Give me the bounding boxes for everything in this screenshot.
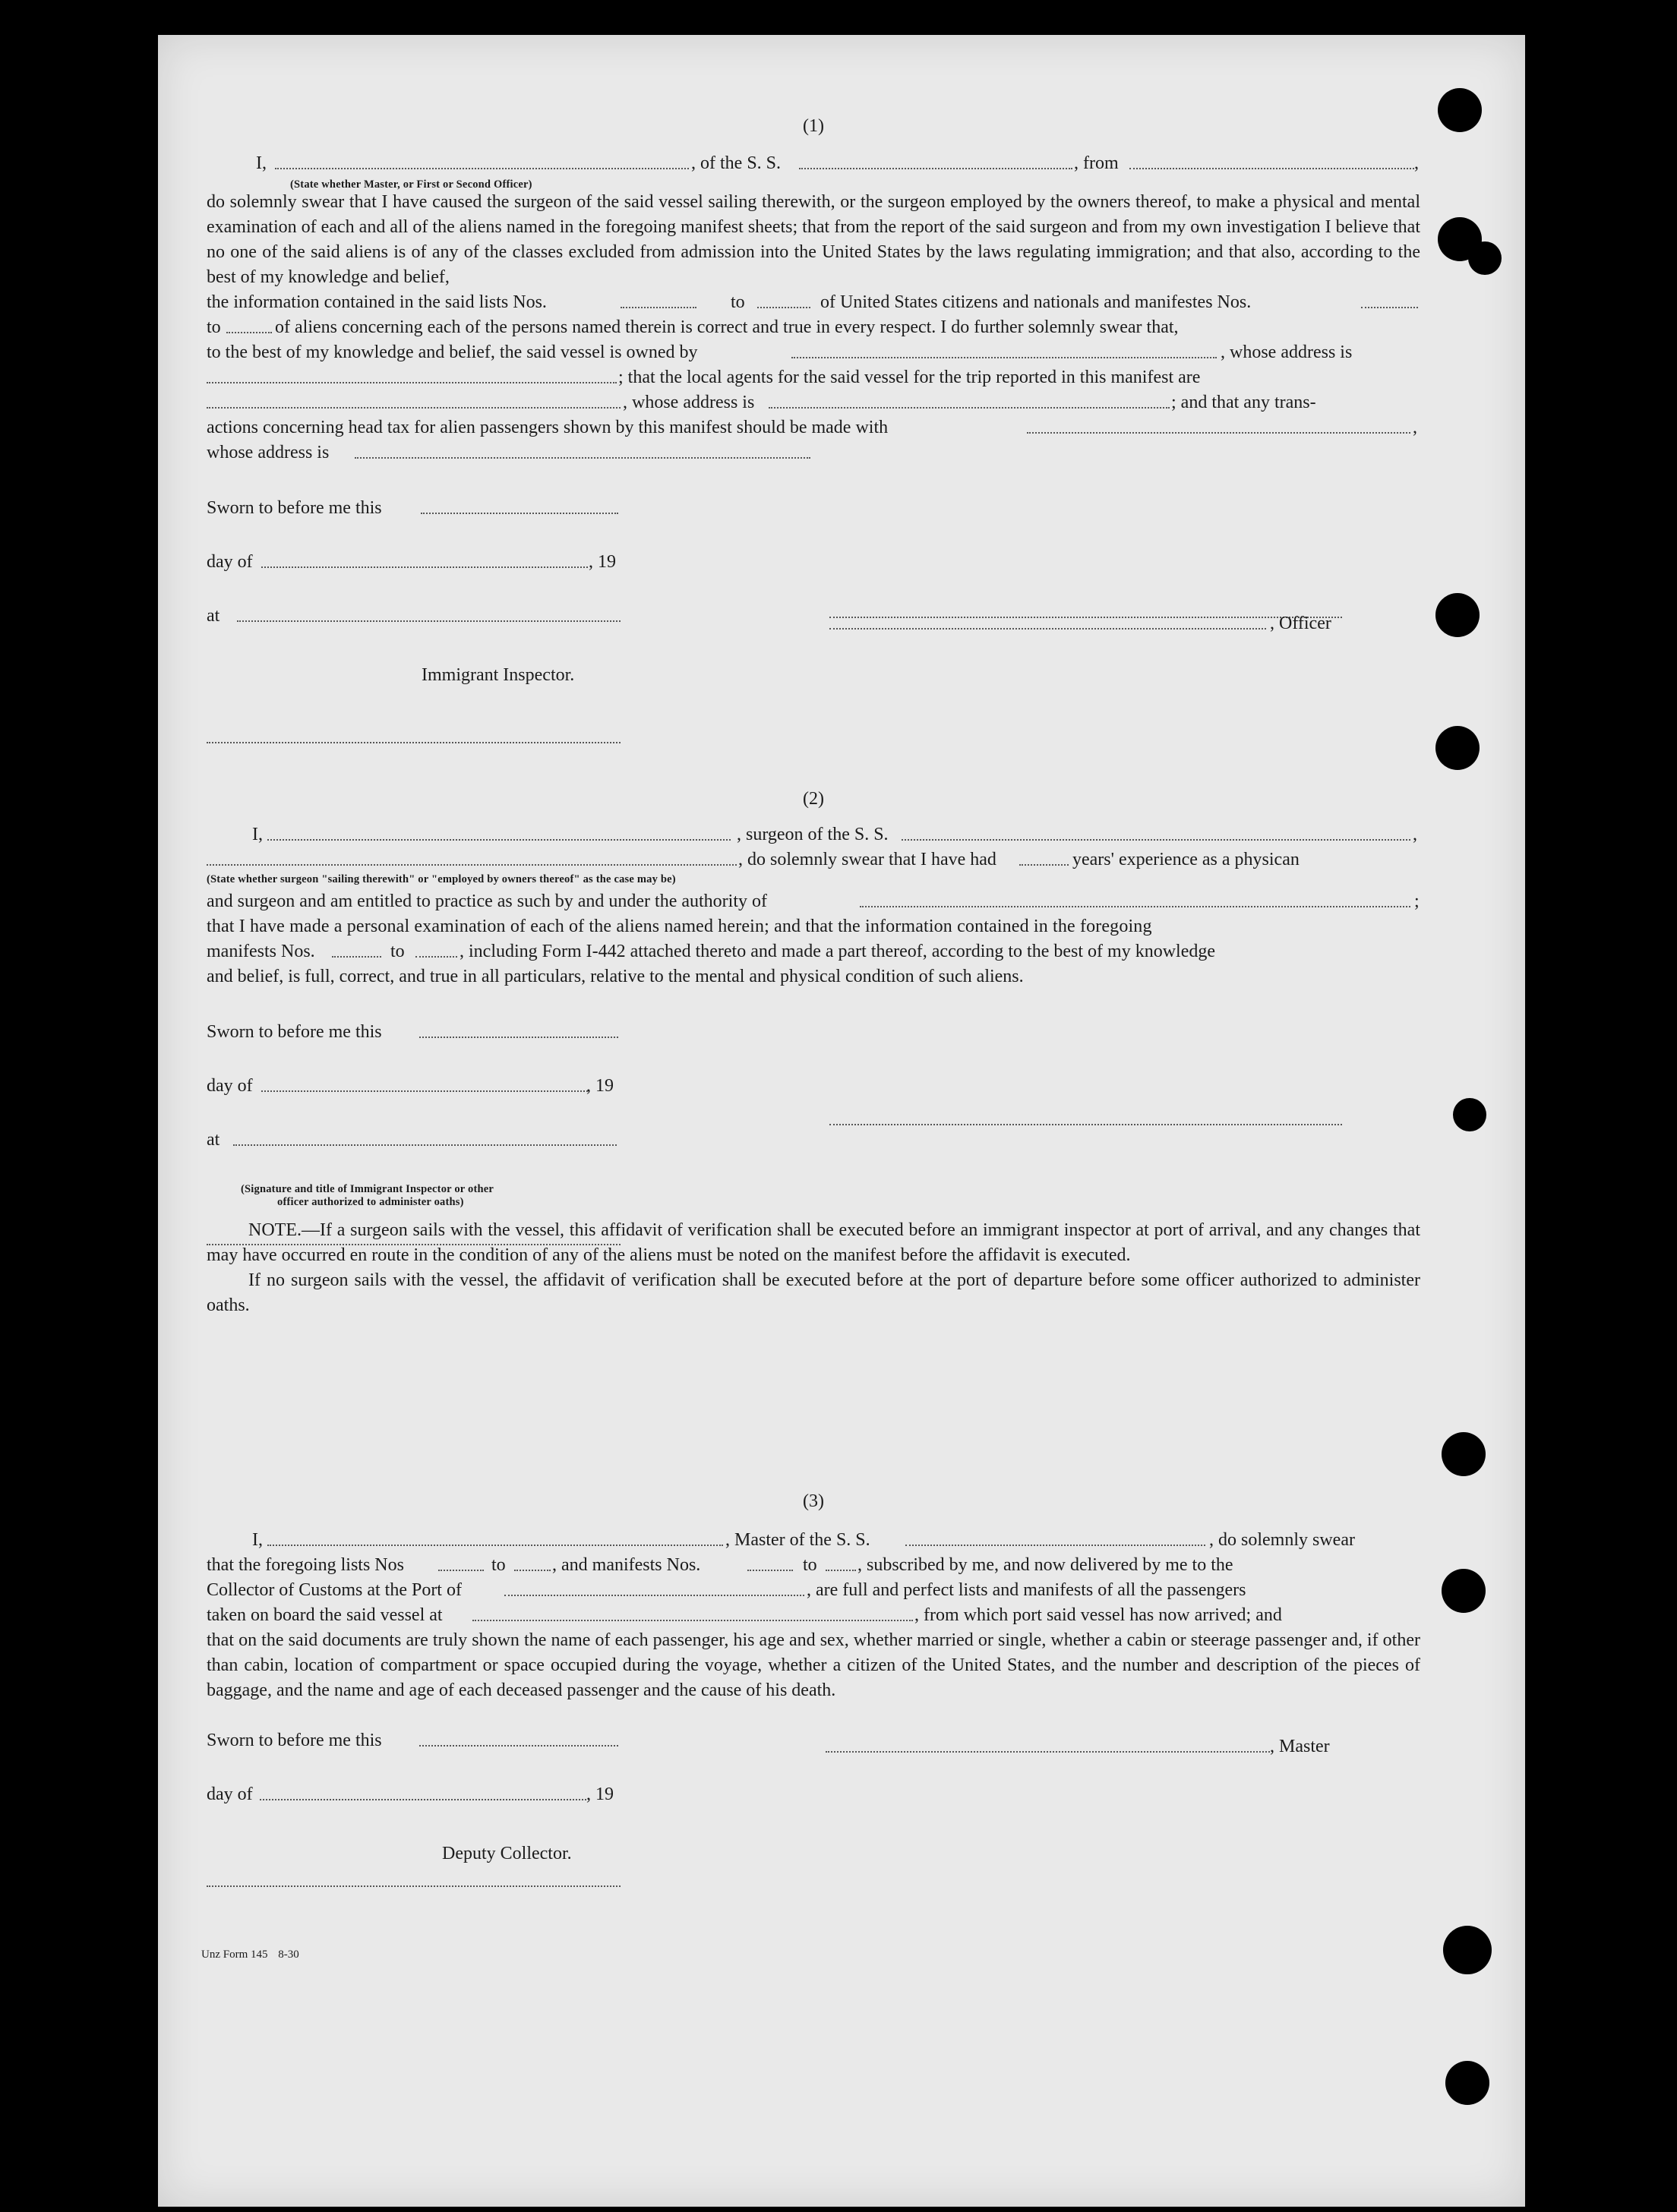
inspector-signature-line[interactable] [207,1242,621,1245]
note-paragraph: If no surgeon sails with the vessel, the affidavit of verification shall be executed before at the port of departure before some officer authorized to administer oaths. [207,1270,1420,1315]
master-signature-line[interactable] [826,1734,1270,1753]
head-tax-contact-field[interactable] [1027,415,1410,434]
section-2: (2) I, , surgeon of the S. S. , , do solemnly swear that I have had years' experience as a physican (State whether surgeon "sailing therewith" or "employed by owners thereof" as the case may be) and surgeon and am entitled to practice as such by and under the authority of ; that I have made a personal examination of each of the aliens named herein; and that the information contained in the foregoing manifests Nos. to , including Form I-442 attached thereto and made a part thereof, according to the best of my knowledge and belief, is full, correct, and true in all particulars, relative to the mental and physical condition of such aliens. Sworn to before me this day of , 19 at (Signature and title of Immigrant Inspector or other officer authorized to administer oaths) NOTE.—If a surgeon sails with the vessel, this affidavit of verification shall be executed before an immigrant inspector at port of arrival, and any changes that may have occurred en route in the condition of any of the aliens must be noted on the manifest before the affidavit is executed. If no surgeon sails with the vessel, the affidavit of verification shall be executed before at the port of departure before some officer authorized to administer oaths. [207,787,1420,1318]
day-of-field[interactable] [261,1074,588,1092]
officer-name-field[interactable] [275,151,689,169]
master-vessel-field[interactable] [905,1528,1205,1546]
form-code: 8-30 [278,1949,299,1961]
punch-hole [1443,1926,1492,1974]
form-footer [201,1949,299,1961]
years-experience-field[interactable] [1019,847,1069,866]
field-note: (State whether surgeon "sailing therewith" or "employed by owners thereof" as the case may be) [207,873,676,885]
agents-address-field[interactable] [769,390,1170,409]
collector-signature-line[interactable] [207,1884,621,1887]
agents-field[interactable] [207,390,621,409]
section-number: (2) [803,789,824,809]
vessel-name-field[interactable] [799,151,1072,169]
sworn-date-field[interactable] [421,496,618,514]
punch-hole [1435,726,1480,770]
master-manifests-to-field[interactable] [826,1553,856,1571]
punch-hole [1435,593,1480,637]
master-lists-from-field[interactable] [438,1553,484,1571]
master-lists-to-field[interactable] [514,1553,551,1571]
section-number: (3) [803,1491,824,1511]
note-paragraph: NOTE.—If a surgeon sails with the vessel, this affidavit of verification shall be executed before an immigrant inspector at port of arrival, and any changes that may have occurred en route in the condition of any of the aliens must be noted on the manifest before the affidavit is executed. [207,1220,1420,1265]
deputy-label: Deputy Collector. [442,1844,572,1863]
lists-from-field[interactable] [621,290,696,308]
oath-paragraph: do solemnly swear that I have caused the surgeon of the said vessel sailing therewith, or the surgeon employed by the owners thereof, to make a physical and mental examination of each and all of the aliens named in the foregoing manifest sheets; that from the report of the said surgeon and from my own investigation I believe that no one of the said aliens is of any of the classes excluded from admission into the United States by the laws regulating immigration; and that also, according to the best of my knowledge and belief, [207,192,1420,287]
section-3: (3) I, , Master of the S. S. , do solemnly swear that the foregoing lists Nos to , and manifests Nos. to , subscribed by me, and now delivered by me to the Collector of Customs at the Port of , are full and perfect lists and manifests of all the passengers taken on board the said vessel at , from which port said vessel has now arrived; and that on the said documents are truly shown the name of each passenger, his age and sex, whether married or single, whether a cabin or steerage passenger and, if other than cabin, location of compartment or space occupied during the voyage, whether a citizen of the United States, and the number and description of the pieces of baggage, and the name and age of each deceased passenger and the cause of his death. Sworn to before me this , Master day of , 19 Deputy Collector. [207,1489,1420,1866]
day-of-field[interactable] [260,1782,586,1800]
pronoun-label: I, [256,153,267,173]
punch-hole [1438,88,1482,132]
vessel-label: , of the S. S. [691,153,782,173]
sworn-date-field[interactable] [419,1728,618,1747]
sworn-date-field[interactable] [419,1020,618,1038]
surgeon-signature-line[interactable] [829,1122,1342,1125]
owner-address-field[interactable] [207,365,617,383]
surgeon-status-field[interactable] [207,847,737,866]
sworn-label: Sworn to before me this [207,498,382,518]
manifests-from-field[interactable] [1361,290,1418,308]
authority-field[interactable] [860,889,1410,907]
sworn-label: Sworn to before me this [207,1731,382,1750]
document-page [158,35,1525,2207]
manifests-to-field[interactable] [226,315,272,333]
field-note: (State whether Master, or First or Second Officer) [290,178,532,191]
punch-hole [1453,1098,1486,1131]
surgeon-manifests-from-field[interactable] [332,939,381,958]
inspector-signature-line[interactable] [207,740,621,743]
from-label: , from [1074,153,1119,173]
head-tax-address-field[interactable] [355,440,810,459]
surgeon-name-field[interactable] [267,822,731,841]
at-place-field[interactable] [233,1128,617,1146]
master-manifests-from-field[interactable] [747,1553,793,1571]
boarding-port-field[interactable] [472,1603,913,1621]
master-name-field[interactable] [267,1528,723,1546]
from-port-field[interactable] [1129,151,1414,169]
at-place-field[interactable] [237,604,621,622]
form-number: Unz Form 145 [201,1949,268,1961]
inspector-label: Immigrant Inspector. [422,665,575,685]
punch-hole [1442,1432,1486,1476]
surgeon-manifests-to-field[interactable] [415,939,457,958]
section-1: (1) I, , of the S. S. , from , (State whether Master, or First or Second Officer) do solemnly swear that I have caused the surgeon of the said vessel sailing therewith, or the surgeon employed by the owners thereof, to make a physical and mental examination of each and all of the aliens named in the foregoing manifest sheets; that from the report of the said surgeon and from my own investigation I believe that no one of the said aliens is of any of the classes excluded from admission into the United States by the laws regulating immigration; and that also, according to the best of my knowledge and belief, the information contained in the said lists Nos. to of United States citizens and nationals and manifestes Nos. to of aliens concerning each of the persons named therein is correct and true in every respect. I do further solemnly swear that, to the best of my knowledge and belief, the said vessel is owned by , whose address is ; that the local agents for the said vessel for the trip reported in this manifest are , whose address is ; and that any trans- actions concerning head tax for alien passengers shown by this manifest should be made with , whose address is Sworn to before me this day of , 19 at , Officer Immigrant Inspector. [207,114,1420,688]
officer-name-line[interactable] [829,611,1266,630]
port-field[interactable] [504,1578,804,1596]
section-number: (1) [803,116,824,136]
punch-hole [1468,241,1502,275]
lists-to-field[interactable] [757,290,810,308]
owner-field[interactable] [791,340,1217,358]
day-of-field[interactable] [261,550,588,568]
punch-hole [1442,1569,1486,1613]
punch-hole [1445,2061,1489,2105]
sworn-label: Sworn to before me this [207,1022,382,1042]
surgeon-vessel-field[interactable] [902,822,1410,841]
master-oath-paragraph: that on the said documents are truly shown the name of each passenger, his age and sex, whether married or single, whether a cabin or steerage passenger and, if other than cabin, location of compartment or space occupied during the voyage, whether a citizen of the United States, and the number and description of the pieces of baggage, and the name and age of each deceased passenger and the cause of his death. [207,1630,1420,1700]
